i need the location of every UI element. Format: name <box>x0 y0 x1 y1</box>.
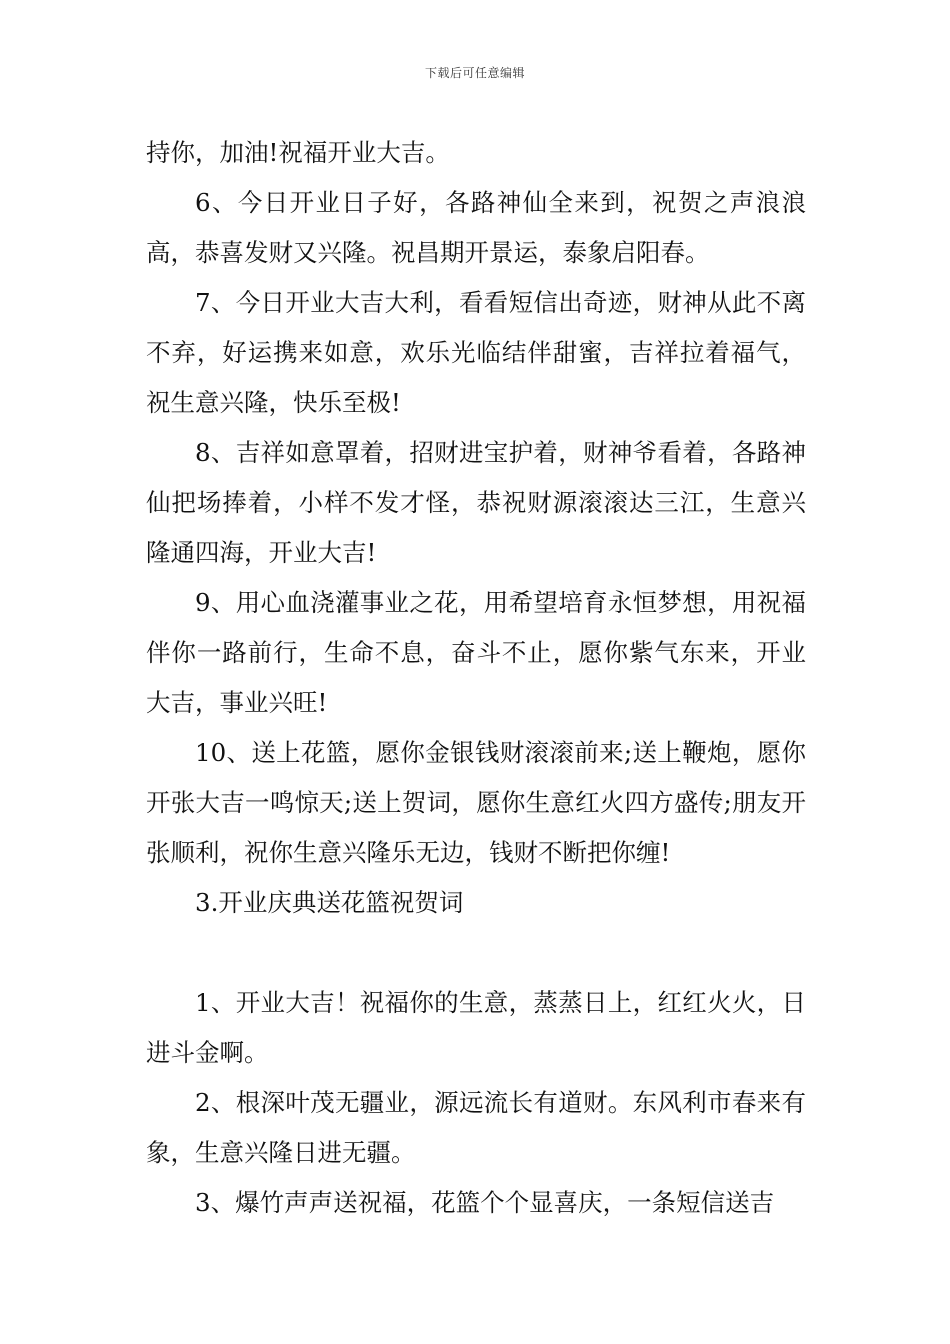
paragraph: 9、用心血浇灌事业之花，用希望培育永恒梦想，用祝福伴你一路前行，生命不息，奋斗不止，愿你紫气东来，开业大吉，事业兴旺! <box>146 588 806 717</box>
section-heading: 3.开业庆典送花篮祝贺词 <box>195 888 464 917</box>
page-header: 下载后可任意编辑 <box>424 66 525 80</box>
paragraph: 2、根深叶茂无疆业，源远流长有道财。东风利市春来有象，生意兴隆日进无疆。 <box>146 1088 806 1167</box>
paragraph: 6、今日开业日子好，各路神仙全来到，祝贺之声浪浪高，恭喜发财又兴隆。祝昌期开景运，泰象启阳春。 <box>146 188 806 267</box>
paragraph: 8、吉祥如意罩着，招财进宝护着，财神爷看着，各路神仙把场捧着，小样不发才怪，恭祝财源滚滚达三江，生意兴隆通四海，开业大吉! <box>146 438 806 567</box>
paragraph: 1、开业大吉！祝福你的生意，蒸蒸日上，红红火火，日进斗金啊。 <box>146 988 806 1067</box>
blank-line <box>146 928 806 978</box>
paragraph: 7、今日开业大吉大利，看看短信出奇迹，财神从此不离不弃，好运携来如意，欢乐光临结伴甜蜜，吉祥拉着福气，祝生意兴隆，快乐至极! <box>146 288 806 417</box>
paragraph: 3、爆竹声声送祝福，花篮个个显喜庆，一条短信送吉 <box>195 1188 775 1217</box>
paragraph: 持你，加油!祝福开业大吉。 <box>146 138 450 167</box>
document-body <box>146 128 806 1228</box>
paragraph: 10、送上花篮，愿你金银钱财滚滚前来;送上鞭炮，愿你开张大吉一鸣惊天;送上贺词，愿你生意红火四方盛传;朋友开张顺利，祝你生意兴隆乐无边，钱财不断把你缠! <box>146 738 806 867</box>
